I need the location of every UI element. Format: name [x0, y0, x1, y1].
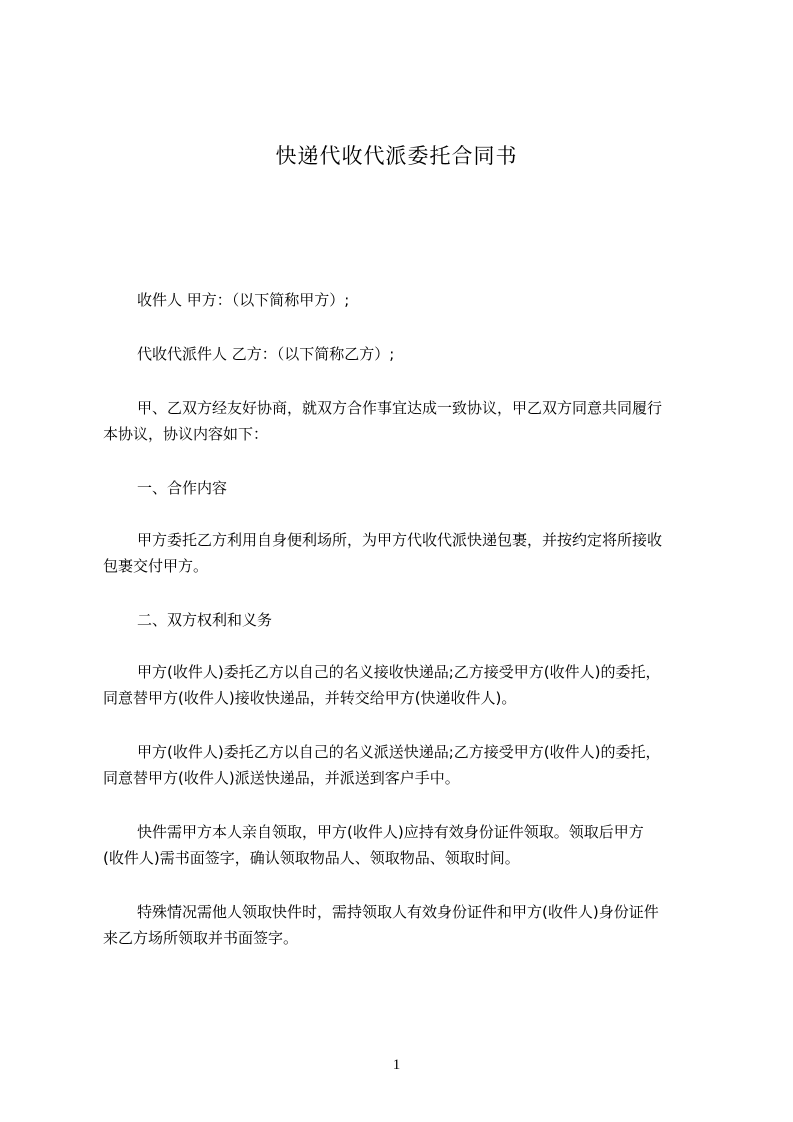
section-2-heading: 二、双方权利和义务: [137, 611, 273, 629]
section-1-line-2: 包裹交付甲方。: [103, 557, 209, 575]
section-2-para-2-line-1: 甲方(收件人)委托乙方以自己的名义派送快递品;乙方接受甲方(收件人)的委托，: [137, 743, 661, 761]
section-2-para-4-line-2: 来乙方场所领取并书面签字。: [103, 929, 299, 947]
intro-line-1: 甲、乙双方经友好协商，就双方合作事宜达成一致协议，甲乙双方同意共同履行: [137, 399, 663, 417]
section-2-para-3-line-2: (收件人)需书面签字，确认领取物品人、领取物品、领取时间。: [103, 849, 520, 867]
intro-line-2: 本协议，协议内容如下：: [103, 425, 269, 443]
section-2-para-2-line-2: 同意替甲方(收件人)派送快递品，并派送到客户手中。: [103, 769, 460, 787]
party-b-line: 代收代派件人 乙方：（以下简称乙方）;: [137, 345, 395, 363]
section-1-heading: 一、合作内容: [137, 479, 228, 497]
section-2-para-1-line-2: 同意替甲方(收件人)接收快递品，并转交给甲方(快递收件人)。: [103, 689, 517, 707]
page-number: 1: [392, 1057, 401, 1073]
section-2-para-1-line-1: 甲方(收件人)委托乙方以自己的名义接收快递品;乙方接受甲方(收件人)的委托，: [137, 663, 661, 681]
section-2-para-3-line-1: 快件需甲方本人亲自领取，甲方(收件人)应持有效身份证件领取。领取后甲方: [137, 823, 644, 841]
section-1-line-1: 甲方委托乙方利用自身便利场所，为甲方代收代派快递包裹，并按约定将所接收: [137, 531, 663, 549]
party-a-line: 收件人 甲方：（以下简称甲方）;: [137, 291, 350, 309]
document-title: 快递代收代派委托合同书: [275, 144, 518, 168]
section-2-para-4-line-1: 特殊情况需他人领取快件时，需持领取人有效身份证件和甲方(收件人)身份证件: [137, 903, 659, 921]
